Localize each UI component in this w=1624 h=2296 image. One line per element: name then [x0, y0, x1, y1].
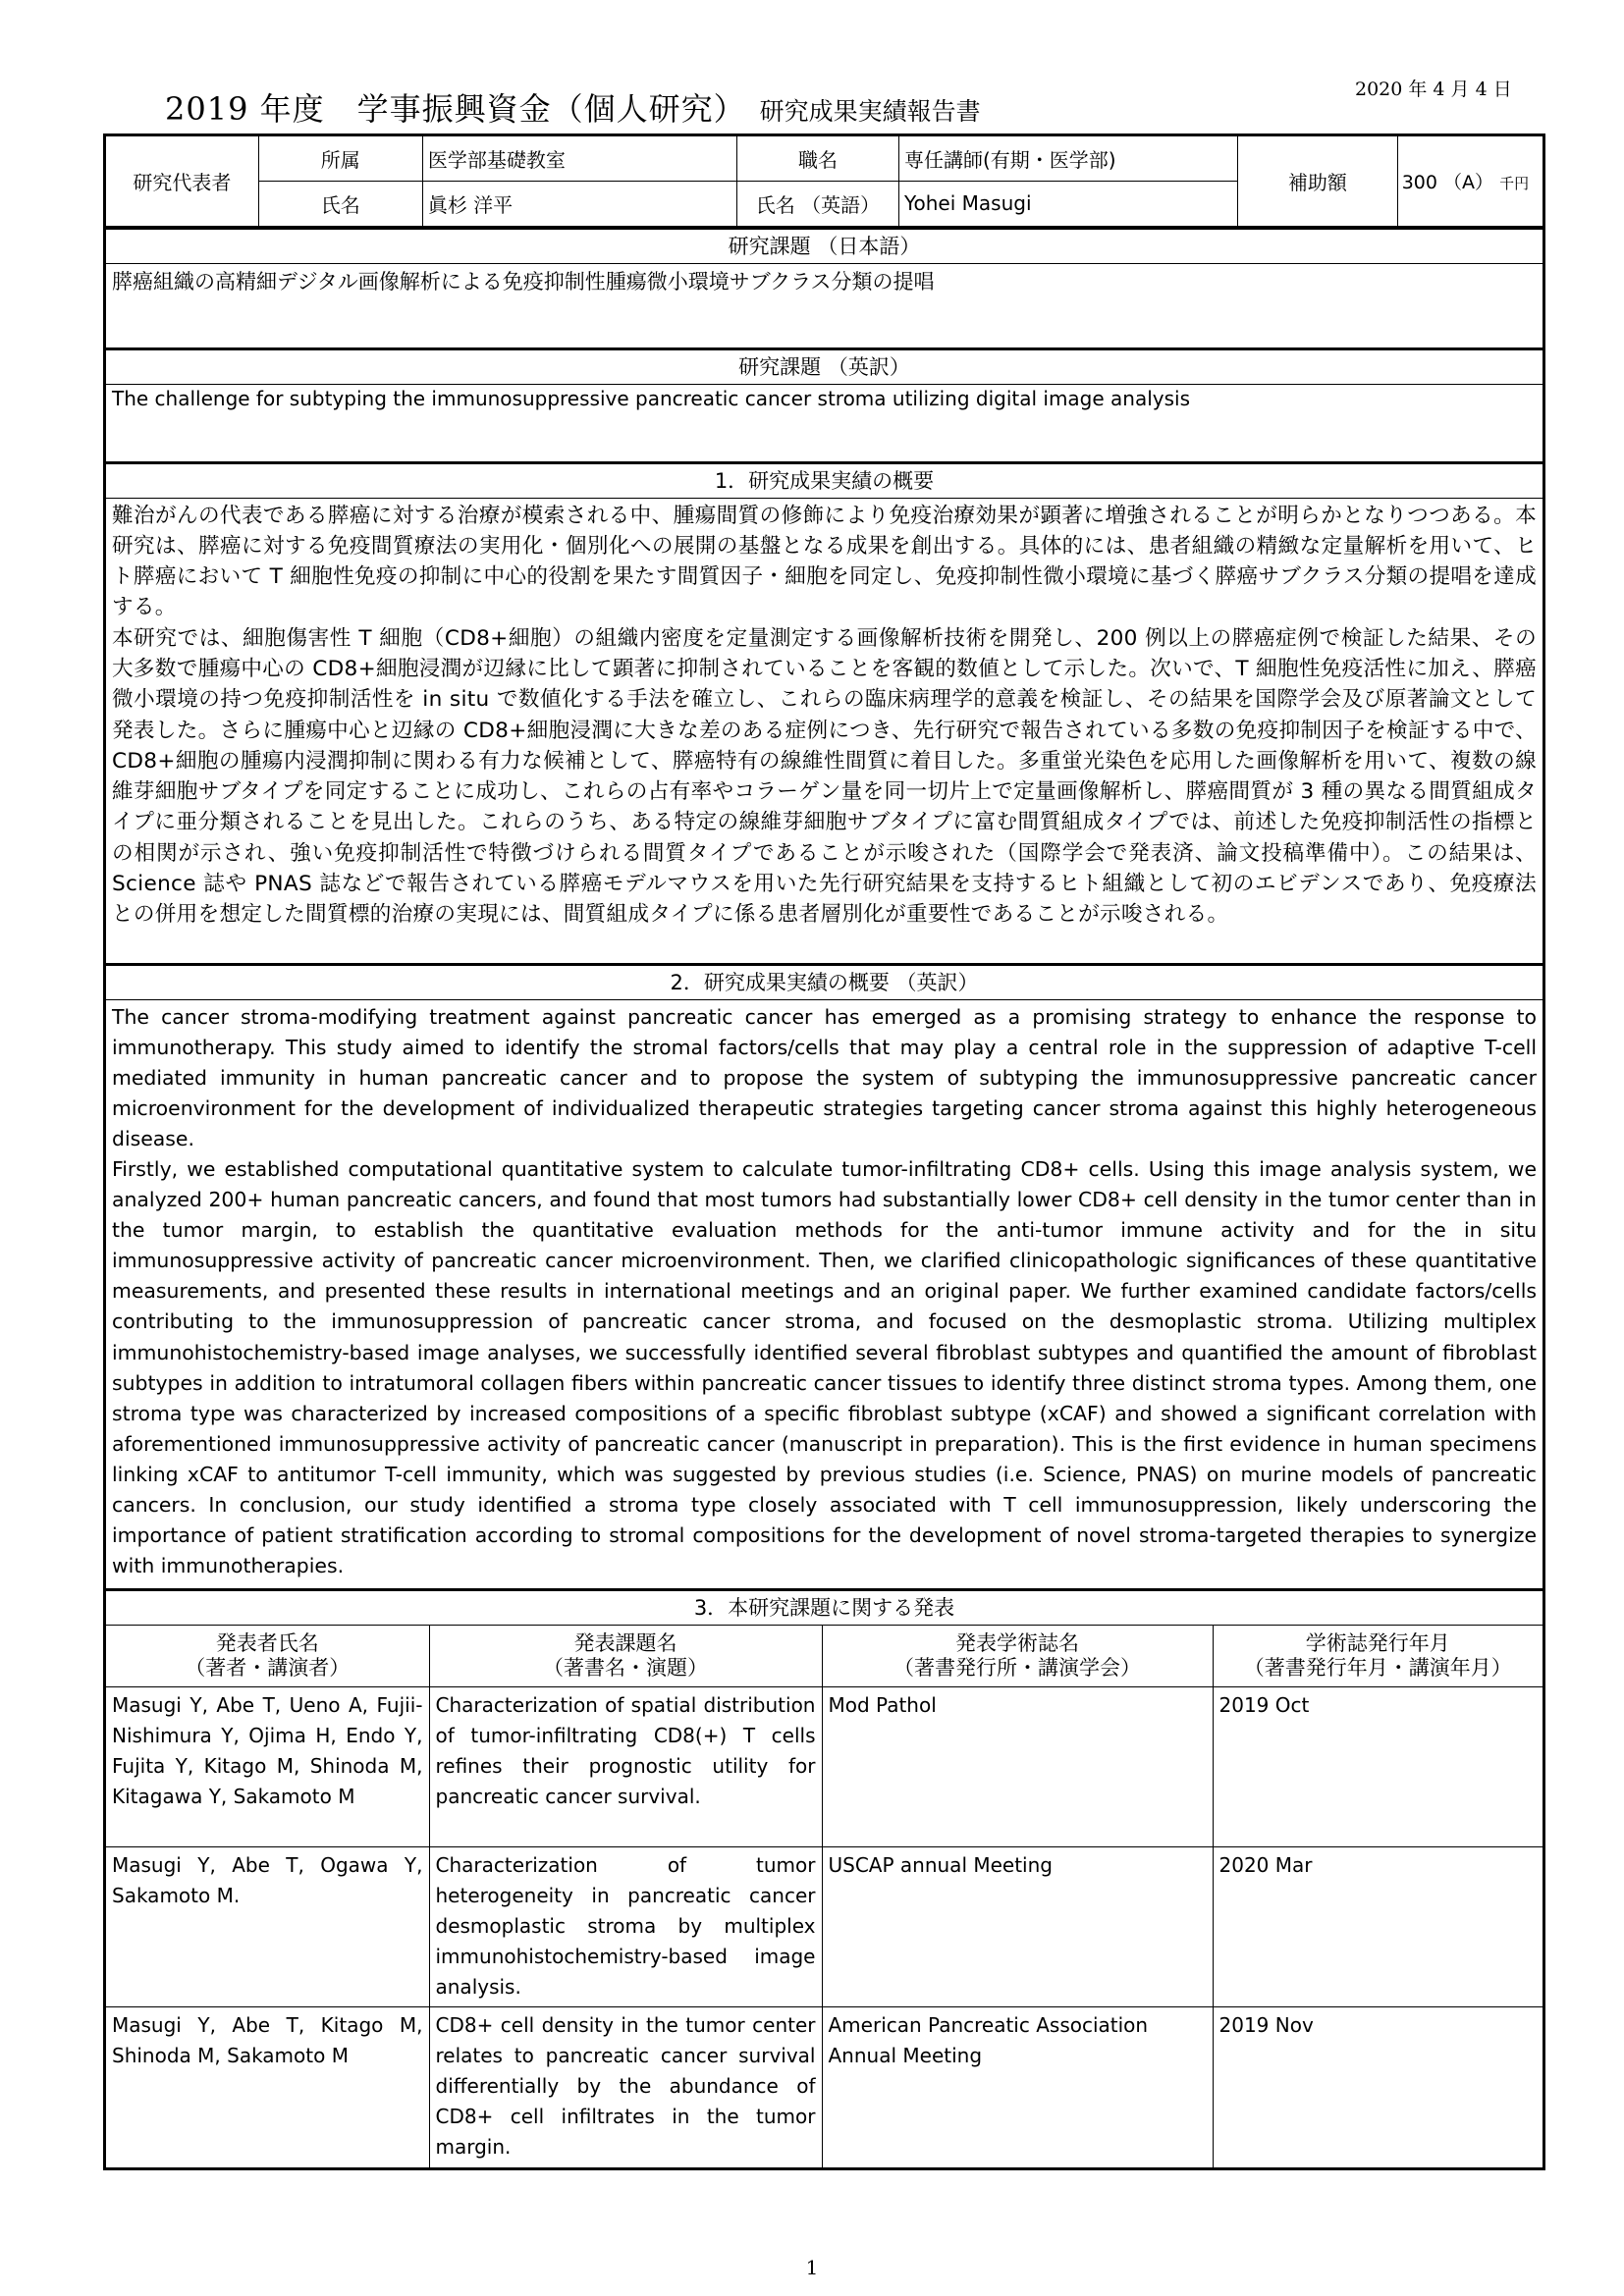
name-value: 眞杉 洋平 [422, 181, 736, 226]
pub-venue: American Pancreatic Association Annual Meeting [822, 2007, 1213, 2167]
header-table [106, 136, 1543, 227]
topic-en-text: The challenge for subtyping the immunosuppressive pancreatic cancer stroma utilizing digital image analysis [112, 386, 1191, 410]
table-row [106, 2007, 1543, 2167]
summary-en-paragraph: Firstly, we established computational quantitative system to calculate tumor-infiltrating CD8+ cells. Using this image analysis system, we analyzed 200+ human pancreatic cancers, and found that most tumors had substantially lower CD8+ cell density in the tumor center than in the tumor margin, to establish the quantitative evaluation methods for the anti-tumor immune activity and for the in situ immunosuppressive activity of pancreatic cancer microenvironment. Then, we clarified clinicopathologic significances of these quantitative measurements, and presented these results in international meetings and an original paper. We further examined candidate factors/cells contributing to the immunosuppression of pancreatic cancer stroma, and focused on the desmoplastic stroma. Utilizing multiplex immunohistochemistry-based image analyses, we successfully identified several fibroblast subtypes and quantified the amount of fibroblast subtypes in addition to intratumoral collagen fibers within pancreatic cancer tissues to identify three distinct stroma types. Among them, one stroma type was characterized by increased compositions of a specific fibroblast subtype (xCAF) and showed a significant correlation with aforementioned immunosuppressive activity of pancreatic cancer (manuscript in preparation). This is the first evidence in human specimens linking xCAF to antitumor T-cell immunity, which was suggested by previous studies (i.e. Science, PNAS) on murine models of pancreatic cancers. In conclusion, our study identified a stroma type closely associated with T cell immunosuppression, likely underscoring the importance of patient stratification according to stromal compositions for the development of novel stroma-targeted therapies to synergize with immunotherapies. [112, 1156, 1537, 1578]
table-row [106, 1847, 1543, 2007]
pub-venue: USCAP annual Meeting [822, 1847, 1213, 2007]
summary-en-body [106, 1000, 1543, 1584]
topic-en-section [106, 347, 1543, 461]
grant-cell [1397, 136, 1543, 226]
title-sub: 研究成果実績報告書 [759, 97, 981, 126]
pub-authors: Masugi Y, Abe T, Kitago M, Shinoda M, Sakamoto M [106, 2007, 429, 2167]
summary-jp-paragraph: 本研究では、細胞傷害性 T 細胞（CD8+細胞）の組織内密度を定量測定する画像解析技術を開発し、200 例以上の膵癌症例で検証した結果、その大多数で腫瘍中心の CD8+細胞浸潤が辺縁に比して顕著に抑制されていることを客観的数値として示した。次いで、T 細胞性免疫活性に加え、膵癌微小環境の持つ免疫抑制活性を in situ で数値化する手法を確立し、これらの臨床病理学的意義を検証し、その結果を国際学会及び原著論文として発表した。さらに腫瘍中心と辺縁の CD8+細胞浸潤に大きな差のある症例につき、先行研究で報告されている多数の免疫抑制因子を検証する中で、CD8+細胞の腫瘍内浸潤抑制に関わる有力な候補として、膵癌特有の線維性間質に着目した。多重蛍光染色を応用した画像解析を用いて、複数の線維芽細胞サブタイプを同定することに成功し、これらの占有率やコラーゲン量を同一切片上で定量画像解析し、膵癌間質が 3 種の異なる間質組成タイプに亜分類されることを見出した。これらのうち、ある特定の線維芽細胞サブタイプに富む間質組成タイプでは、前述した免疫抑制活性の指標との相関が示され、強い免疫抑制活性で特徴づけられる間質タイプであることが示唆された（国際学会で発表済、論文投稿準備中）。この結果は、Science 誌や PNAS 誌などで報告されている膵癌モデルマウスを用いた先行研究結果を支持するヒト組織として初のエビデンスであり、免疫療法との併用を想定した間質標的治療の実現には、間質組成タイプに係る患者層別化が重要性であることが示唆される。 [112, 625, 1537, 928]
position-value: 専任講師(有期・医学部) [898, 136, 1237, 181]
affiliation-value: 医学部基礎教室 [422, 136, 736, 181]
summary-jp-section [106, 461, 1543, 963]
col-header-venue: 発表学術誌名 （著書発行所・講演学会） [822, 1626, 1213, 1687]
topic-jp-text: 膵癌組織の高精細デジタル画像解析による免疫抑制性腫瘍微小環境サブクラス分類の提唱 [112, 269, 935, 294]
publications-table [106, 1626, 1543, 2167]
affiliation-label: 所属 [258, 136, 422, 181]
summary-en-paragraph: The cancer stroma-modifying treatment against pancreatic cancer has emerged as a promising strategy to enhance the response to immunotherapy. This study aimed to identify the stromal factors/cells that may play a central role in the suppression of adaptive T-cell mediated immunity in human pancreatic cancer and to propose the system of subtyping the immunosuppressive pancreatic cancer microenvironment for the development of individualized therapeutic strategies targeting cancer stroma against this highly heterogeneous disease. [112, 1004, 1537, 1150]
pub-title: Characterization of tumor heterogeneity in pancreatic cancer desmoplastic stroma by multiplex immunohistochemistry-based image analysis. [429, 1847, 822, 2007]
pub-authors: Masugi Y, Abe T, Ueno A, Fujii-Nishimura Y, Ojima H, Endo Y, Fujita Y, Kitago M, Shinoda M, Kitagawa Y, Sakamoto M [106, 1687, 429, 1847]
page-number: 1 [805, 2256, 819, 2279]
summary-en-heading: 2．研究成果実績の概要 （英訳） [106, 966, 1543, 1000]
col-header-title: 発表課題名 （著書名・演題） [429, 1626, 822, 1687]
summary-en-section [106, 963, 1543, 1588]
topic-jp-heading: 研究課題 （日本語） [106, 230, 1543, 264]
name-label: 氏名 [258, 181, 422, 226]
pub-title: Characterization of spatial distribution of tumor-infiltrating CD8(+) T cells refines their prognostic utility for pancreatic cancer survival. [429, 1687, 822, 1847]
col-header-authors: 発表者氏名 （著者・講演者） [106, 1626, 429, 1687]
publications-section [106, 1588, 1543, 2167]
name-en-value: Yohei Masugi [898, 181, 1237, 226]
summary-jp-heading: 1．研究成果実績の概要 [106, 464, 1543, 499]
report-date: 2020 年 4 月 4 日 [1355, 79, 1512, 100]
name-en-label: 氏名 （英語） [737, 181, 899, 226]
report-frame [103, 133, 1545, 2170]
topic-jp-section [106, 227, 1543, 347]
topic-en-heading: 研究課題 （英訳） [106, 350, 1543, 385]
summary-jp-paragraph: 難治がんの代表である膵癌に対する治療が模索される中、腫瘍間質の修飾により免疫治療効果が顕著に増強されることが明らかとなりつつある。本研究は、膵癌に対する免疫間質療法の実用化・個別化への展開の基盤となる成果を創出する。具体的には、患者組織の精緻な定量解析を用いて、ヒト膵癌において T 細胞性免疫の抑制に中心的役割を果たす間質因子・細胞を同定し、免疫抑制性微小環境に基づく膵癌サブクラス分類の提唱を達成する。 [112, 503, 1537, 620]
grant-label: 補助額 [1237, 136, 1397, 226]
pub-venue: Mod Pathol [822, 1687, 1213, 1847]
grant-unit: 千円 [1499, 174, 1530, 192]
pub-authors: Masugi Y, Abe T, Ogawa Y, Sakamoto M. [106, 1847, 429, 2007]
representative-label: 研究代表者 [106, 136, 258, 226]
title-main: 2019 年度 学事振興資金（個人研究） [165, 90, 746, 128]
page-title [165, 84, 1343, 130]
publications-heading: 3．本研究課題に関する発表 [106, 1591, 1543, 1626]
pub-title: CD8+ cell density in the tumor center relates to pancreatic cancer survival differentially by the abundance of CD8+ cell infiltrates in the tumor margin. [429, 2007, 822, 2167]
position-label: 職名 [737, 136, 899, 181]
pub-date: 2019 Nov [1213, 2007, 1543, 2167]
summary-jp-body [106, 499, 1543, 933]
pub-date: 2020 Mar [1213, 1847, 1543, 2007]
pub-date: 2019 Oct [1213, 1687, 1543, 1847]
table-row [106, 1687, 1543, 1847]
grant-value: 300 （A） [1401, 171, 1494, 193]
col-header-date: 学術誌発行年月 （著書発行年月・講演年月） [1213, 1626, 1543, 1687]
